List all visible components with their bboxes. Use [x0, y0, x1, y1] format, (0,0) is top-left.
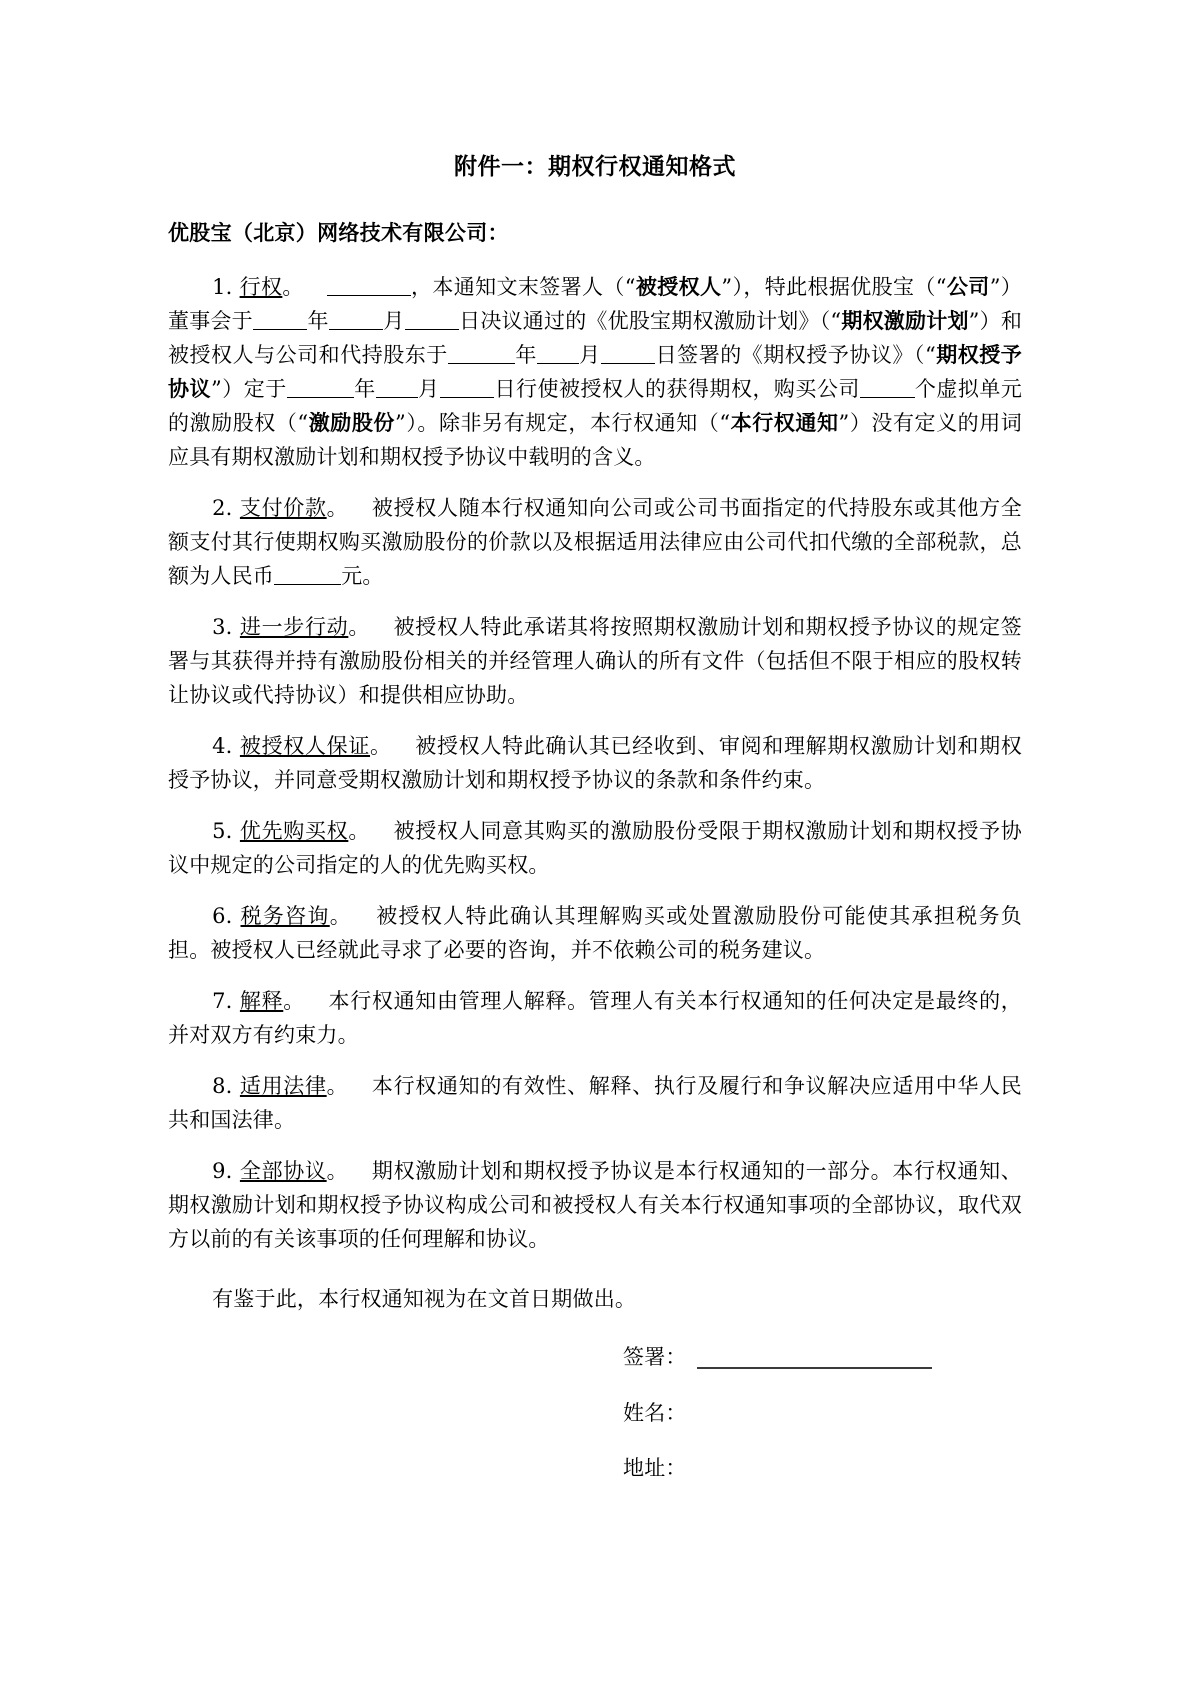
clause-9-number: 9. — [212, 1159, 233, 1184]
clause-1-text-2: ”），特此根据优股宝（“ — [721, 275, 947, 299]
clause-1-term-grantee: 被授权人 — [635, 274, 722, 299]
clause-1-text-4: 决议通过的《优股宝期权激励计划》（“ — [480, 309, 842, 334]
clause-7-heading: 解释 — [239, 989, 284, 1014]
clause-1-board-day-blank — [405, 309, 460, 330]
name-label: 姓名： — [623, 1400, 687, 1425]
clause-6 — [168, 899, 1022, 967]
page-title: 附件一：期权行权通知格式 — [454, 153, 736, 180]
clause-7-number: 7. — [212, 989, 233, 1014]
clause-7-heading-suffix: 。 — [283, 989, 305, 1014]
signature-line[interactable] — [697, 1366, 932, 1369]
clause-2-number: 2. — [212, 496, 233, 521]
clause-1-grant-month-blank — [537, 343, 579, 364]
clause-8-heading: 适用法律 — [239, 1074, 327, 1099]
clause-1-unit-day-2: 日 — [655, 343, 678, 368]
clause-1-text-3: ”）董事会于 — [168, 275, 1023, 334]
clause-8 — [168, 1069, 1022, 1137]
clause-2-text-1: 被授权人随本行权通知向公司或公司书面指定的代持股东或其他方全额支付其行使期权购买激励股份的价款以及根据适用法律应由公司代扣代缴的全部税款，总额为人民币 — [168, 496, 1022, 589]
clause-1-term-grant-agreement: 期权授予协议 — [168, 342, 1023, 402]
clause-5-number: 5. — [212, 819, 233, 844]
addressee-line: 优股宝（北京）网络技术有限公司： — [168, 219, 509, 245]
clause-1-board-year-blank — [253, 309, 308, 330]
clause-7 — [168, 984, 1022, 1052]
clause-2-text-2: 元。 — [341, 564, 384, 589]
clause-1-text-7: ”）定于 — [211, 377, 287, 402]
clause-1-unit-month-1: 月 — [383, 309, 405, 334]
clause-3-body: 被授权人特此承诺其将按照期权激励计划和期权授予协议的规定签署与其获得并持有激励股份相关的并经管理人确认的所有文件（包括但不限于相应的股权转让协议或代持协议）和提供相应协助。 — [168, 615, 1022, 708]
clause-1-term-incentive-shares: 激励股份 — [308, 410, 396, 436]
clause-1-heading-suffix: 。 — [282, 275, 304, 299]
clause-1-date-blank — [327, 275, 411, 296]
clause-6-heading: 税务咨询 — [240, 904, 330, 929]
clause-1-unit-year-2: 年 — [515, 343, 537, 368]
clause-1-text-11: ”）没有定义的用词应具有期权激励计划和期权授予协议中载明的含义。 — [168, 411, 1023, 470]
signature-block — [168, 1342, 1022, 1485]
clause-6-heading-suffix: 。 — [329, 904, 353, 929]
clause-1-board-month-blank — [329, 309, 384, 330]
clause-1-grant-year-blank — [448, 343, 515, 364]
closing-paragraph: 有鉴于此，本行权通知视为在文首日期做出。 — [212, 1287, 637, 1312]
clause-6-body: 被授权人特此确认其理解购买或处置激励股份可能使其承担税务负担。被授权人已经就此寻求了必要的咨询，并不依赖公司的税务建议。 — [168, 904, 1022, 963]
clause-1-unit-month-2: 月 — [578, 343, 601, 368]
clause-1-heading: 行权 — [239, 275, 283, 299]
clause-6-number: 6. — [212, 904, 233, 929]
address-label: 地址： — [623, 1456, 687, 1481]
clause-1-unit-year-1: 年 — [307, 309, 329, 334]
clause-3-number: 3. — [212, 615, 233, 640]
clause-2-heading-suffix: 。 — [326, 496, 349, 521]
clause-2 — [168, 491, 1022, 593]
clause-2-heading: 支付价款 — [239, 496, 327, 521]
clause-8-heading-suffix: 。 — [326, 1074, 349, 1099]
clause-1-term-plan: 期权激励计划 — [841, 308, 969, 334]
clause-1-term-company: 公司 — [946, 274, 990, 299]
clause-1-text-10: ”）。除非另有规定，本行权通知（“ — [395, 411, 731, 436]
clause-9 — [168, 1154, 1022, 1256]
clause-1-text-6: 签署的《期权授予协议》（“ — [677, 343, 936, 368]
clause-1-unit-month-3: 月 — [417, 377, 440, 402]
clause-1-text-5: ”）和被授权人与公司和代持股东于 — [168, 309, 1023, 368]
clause-1-text-1: ，本通知文末签署人（“ — [410, 275, 636, 299]
clause-4 — [168, 729, 1022, 797]
clause-9-heading: 全部协议 — [239, 1159, 327, 1184]
address-row — [623, 1453, 1022, 1485]
clause-4-heading-suffix: 。 — [370, 734, 392, 759]
name-line[interactable] — [697, 1423, 932, 1424]
signature-row — [623, 1342, 1022, 1374]
clause-7-body: 本行权通知由管理人解释。管理人有关本行权通知的任何决定是最终的，并对双方有约束力。 — [168, 989, 1022, 1048]
clause-4-number: 4. — [212, 734, 233, 759]
clause-8-number: 8. — [212, 1074, 233, 1099]
clause-9-body: 期权激励计划和期权授予协议是本行权通知的一部分。本行权通知、期权激励计划和期权授予协议构成公司和被授权人有关本行权通知事项的全部协议，取代双方以前的有关该事项的任何理解和协议。 — [168, 1159, 1022, 1252]
clause-3-heading: 进一步行动 — [239, 615, 349, 640]
clause-1-unit-year-3: 年 — [353, 377, 376, 402]
name-row — [623, 1398, 1022, 1430]
clause-2-amount-blank — [274, 564, 341, 585]
clause-1-units-blank — [860, 377, 915, 398]
clause-5 — [168, 814, 1022, 882]
clause-1-term-this-notice: 本行权通知 — [730, 410, 839, 436]
signature-label: 签署： — [623, 1345, 687, 1370]
clause-1 — [168, 270, 1022, 474]
address-line[interactable] — [697, 1479, 932, 1480]
clause-4-heading: 被授权人保证 — [239, 734, 371, 759]
clause-1-exercise-month-blank — [376, 377, 418, 398]
clause-1-unit-day-3: 日 — [494, 377, 516, 402]
clause-1-grant-day-blank — [601, 343, 656, 364]
clause-4-body: 被授权人特此确认其已经收到、审阅和理解期权激励计划和期权授予协议，并同意受期权激励计划和期权授予协议的条款和条件约束。 — [168, 734, 1022, 793]
clause-1-unit-day-1: 日 — [459, 309, 481, 334]
clause-1-exercise-day-blank — [440, 377, 495, 398]
clause-3-heading-suffix: 。 — [348, 615, 371, 640]
clause-1-exercise-year-blank — [287, 377, 354, 398]
clause-5-heading: 优先购买权 — [239, 819, 349, 844]
clause-1-number: 1. — [212, 275, 233, 299]
clause-9-heading-suffix: 。 — [326, 1159, 349, 1184]
clause-1-text-9: 个虚拟单元的激励股权（“ — [168, 377, 1023, 436]
clause-5-body: 被授权人同意其购买的激励股份受限于期权激励计划和期权授予协议中规定的公司指定的人的优先购买权。 — [168, 819, 1022, 878]
clause-8-body: 本行权通知的有效性、解释、执行及履行和争议解决应适用中华人民共和国法律。 — [168, 1074, 1022, 1133]
clause-5-heading-suffix: 。 — [348, 819, 371, 844]
clause-1-text-8: 行使被授权人的获得期权，购买公司 — [515, 377, 860, 402]
clause-3 — [168, 610, 1022, 712]
